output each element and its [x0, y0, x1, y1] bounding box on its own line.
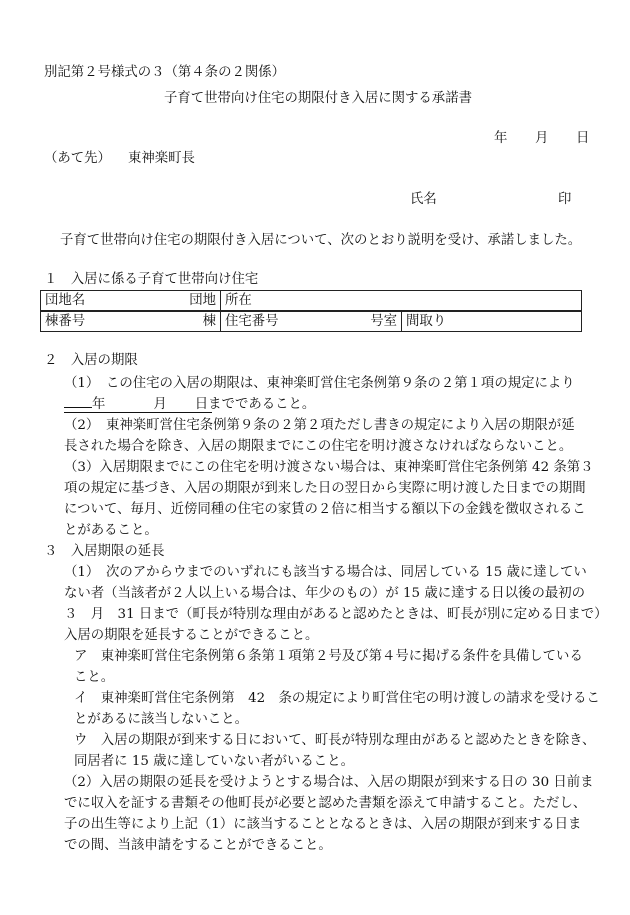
complex-unit-label: 団地: [189, 292, 216, 308]
housing-info-table-row2: [40, 311, 582, 332]
s2-p1-line1: （1） この住宅の入居の期限は、東神楽町営住宅条例第９条の２第１項の規定により: [64, 376, 575, 391]
building-unit-label: 棟: [202, 313, 216, 329]
s2-p2-line1: （2） 東神楽町営住宅条例第９条の２第２項ただし書きの規定により入居の期限が延: [64, 418, 575, 433]
s2-p1-year: 年: [92, 397, 106, 412]
s3-p1-line3: ３ 月 31 日まで（町長が特別な理由があると認めたときは、町長が別に定める日まで）: [64, 607, 608, 622]
s3-p2-line2: でに収入を証する書類その他町長が必要と認めた書類を添えて申請すること。ただし、: [64, 796, 587, 811]
floor-plan-label: 間取り: [406, 313, 447, 329]
s2-p3-line1: （3）入居期限までにこの住宅を明け渡さない場合は、東神楽町営住宅条例第 42 条第３: [64, 460, 594, 475]
signature-name-label: 氏名: [410, 192, 437, 207]
s3-item-u-line1: ウ 入居の期限が到来する日において、町長が特別な理由があると認めたときを除き、: [74, 733, 596, 748]
section2-heading: ２ 入居の期限: [44, 353, 138, 368]
s2-p3-line2: 項の規定に基づき、入居の期限が到来した日の翌日から実際に明け渡した日までの期間: [64, 481, 586, 496]
document-title: 子育て世帯向け住宅の期限付き入居に関する承諾書: [164, 91, 472, 106]
signature-seal-label: 印: [558, 192, 572, 207]
s3-p2-line3: 子の出生等により上記（1）に該当することとなるときは、入居の期限が到来する日ま: [64, 817, 582, 832]
building-no-cell: [41, 312, 221, 332]
section1-heading: １ 入居に係る子育て世帯向け住宅: [44, 272, 259, 287]
table-row: [41, 312, 582, 332]
s3-p2-line4: での間、当該申請をすることができること。: [64, 838, 332, 853]
floor-plan-cell: [402, 312, 582, 332]
s3-item-a-line1: ア 東神楽町営住宅条例第６条第１項第２号及び第４号に掲げる条件を具備している: [74, 649, 583, 664]
s3-item-u-line2: 同居者に 15 歳に達していない者がいること。: [74, 754, 354, 769]
s2-p2-line2: 長された場合を除き、入居の期限までにこの住宅を明け渡さなければならないこと。: [64, 439, 573, 454]
location-label: 所在: [225, 292, 252, 308]
complex-name-label: 団地名: [45, 292, 86, 308]
addressee-prefix: （あて先）: [44, 151, 111, 166]
room-unit-label: 号室: [370, 313, 397, 329]
intro-text: 子育て世帯向け住宅の期限付き入居について、次のとおり説明を受け、承諾しました。: [60, 233, 582, 248]
date-month-label: 月: [535, 131, 549, 146]
date-year-label: 年: [494, 131, 508, 146]
unit-no-cell: [221, 312, 402, 332]
s3-p1-line2: ない者（当該者が２人以上いる場合は、年少のもの）が 15 歳に達する日以後の最初の: [64, 586, 586, 601]
complex-name-cell: [41, 291, 221, 311]
s3-p1-line4: 入居の期限を延長することができること。: [64, 628, 319, 643]
unit-no-label: 住宅番号: [225, 313, 279, 329]
s3-item-i-line1: イ 東神楽町営住宅条例第 42 条の規定により町営住宅の明け渡しの請求を受けるこ: [74, 691, 600, 706]
s2-p3-line4: とがあること。: [64, 523, 158, 538]
s2-p1-month: 月: [153, 397, 167, 412]
date-underline: [64, 412, 212, 413]
date-day-label: 日: [576, 131, 590, 146]
s3-item-i-line2: とがあるに該当しないこと。: [74, 712, 249, 727]
table-row: [41, 291, 582, 311]
s2-p3-line3: について、毎月、近傍同種の住宅の家賃の２倍に相当する額以下の金銭を徴収されるこ: [64, 502, 586, 517]
s3-item-a-line2: こと。: [74, 670, 115, 685]
form-label: 別記第２号様式の３（第４条の２関係）: [44, 65, 286, 80]
s2-p1-day-tail: 日までであること。: [194, 397, 316, 412]
housing-info-table: [40, 290, 582, 311]
section3-heading: ３ 入居期限の延長: [44, 544, 165, 559]
building-no-label: 棟番号: [45, 313, 86, 329]
addressee-name: 東神楽町長: [128, 151, 195, 166]
s2-p1-line2: [64, 398, 315, 411]
s3-p1-line1: （1） 次のアからウまでのいずれにも該当する場合は、同居している 15 歳に達してい: [64, 565, 587, 580]
s3-p2-line1: （2）入居の期限の延長を受けようとする場合は、入居の期限が到来する日の 30 日前ま: [64, 775, 594, 790]
location-cell: [221, 291, 582, 311]
